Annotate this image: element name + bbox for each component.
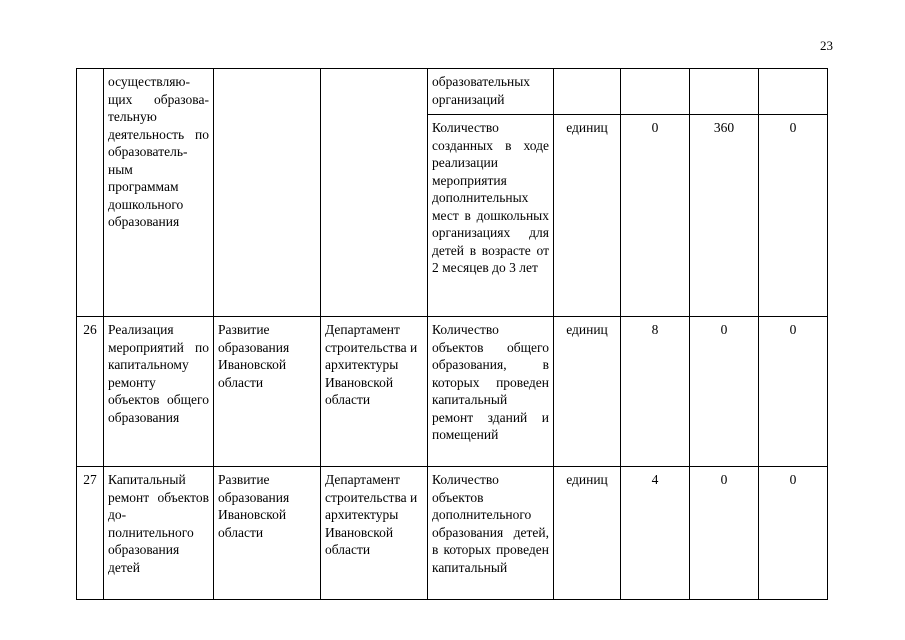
table-row [77, 69, 828, 115]
value-cell: 4 [621, 467, 690, 600]
value-cell [759, 69, 828, 115]
executor-cell [321, 69, 428, 317]
table-row [77, 467, 828, 600]
measure-line: образователь- [108, 144, 188, 159]
value-cell: 0 [759, 467, 828, 600]
value-cell: 0 [690, 467, 759, 600]
indicator-cell: Количество объектов общего образования, в которых проведен капитальный ремонт зданий и помещений [428, 317, 554, 467]
measure-line: тельную [108, 109, 157, 124]
row-number-cell [77, 69, 104, 317]
value-cell: 8 [621, 317, 690, 467]
measure-line: осуществляю- [108, 74, 190, 89]
executor-cell: Департамент строительства и архитектуры Ивановской области [321, 467, 428, 600]
measure-line: щих образова- [108, 91, 209, 107]
unit-cell: единиц [554, 115, 621, 317]
measure-line: деятельность по [108, 126, 209, 142]
executor-cell: Департамент строительства и архитектуры Ивановской области [321, 317, 428, 467]
unit-cell: единиц [554, 467, 621, 600]
value-cell: 0 [759, 317, 828, 467]
row-number-cell: 27 [77, 467, 104, 600]
indicator-cell: Количество объектов дополнительного образования детей, в которых проведен капитальный [428, 467, 554, 600]
measure-cell: Реализация мероприятий по капитальному ремонту объектов общего образования [104, 317, 214, 467]
unit-cell [554, 69, 621, 115]
measure-line: образования [108, 214, 180, 229]
value-cell [690, 69, 759, 115]
value-cell: 0 [690, 317, 759, 467]
measure-line: программам [108, 179, 179, 194]
measure-line: дошкольного [108, 196, 184, 212]
indicator-cell: Количество созданных в ходе реализации мероприятия дополнительных мест в дошкольных организациях для детей в возрасте от 2 месяцев до 3 лет [428, 115, 554, 317]
program-cell [214, 69, 321, 317]
unit-cell: единиц [554, 317, 621, 467]
page-number: 23 [820, 38, 833, 53]
row-number-cell: 26 [77, 317, 104, 467]
measure-cell [104, 69, 214, 317]
measures-table [76, 68, 828, 600]
program-cell: Развитие образования Ивановской области [214, 467, 321, 600]
program-cell: Развитие образования Ивановской области [214, 317, 321, 467]
value-cell [621, 69, 690, 115]
value-cell: 0 [621, 115, 690, 317]
value-cell: 0 [759, 115, 828, 317]
indicator-cell: образовательных организаций [428, 69, 554, 115]
measure-line: ным [108, 161, 133, 177]
table-row [77, 317, 828, 467]
value-cell: 360 [690, 115, 759, 317]
measure-cell: Капитальный ремонт объектов до-полнительного образования детей [104, 467, 214, 600]
